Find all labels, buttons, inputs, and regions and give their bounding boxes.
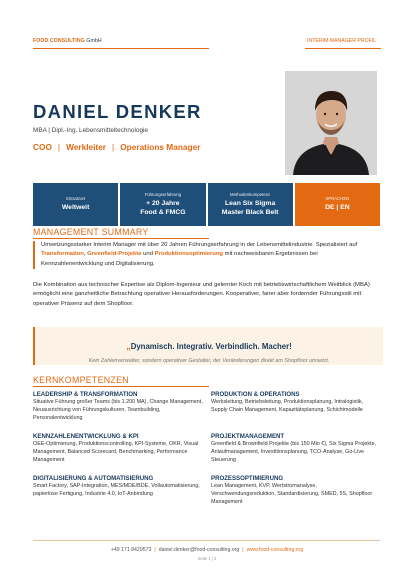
- role-2: Werkleiter: [66, 142, 107, 152]
- document-type-label: INTERIM MANAGER PROFIL: [307, 38, 377, 44]
- stat-value: Lean Six Sigma Master Black Belt: [221, 200, 279, 216]
- role-3: Operations Manager: [120, 142, 201, 152]
- competency-kpi: [33, 433, 203, 465]
- stat-label: Einsatzort: [66, 196, 86, 202]
- summary-divider: [33, 238, 209, 239]
- stat-value: + 20 Jahre Food & FMCG: [140, 200, 186, 216]
- competency-process: [211, 475, 381, 507]
- competency-text: Smart Factory, SAP-Integration, MES/MDE/BDE, Vollautomatisierung, papierlose Fertigung, Industrie 4.0, IoT-Anbindung: [33, 483, 200, 498]
- summary-highlight-paragraph: Umsetzungsstarker Interim Manager mit über 20 Jahren Führungserfahrung in der Lebensmittelindustrie. Spezialisiert auf Transformation, Greenfield-Projekte und Produktionsoptimierung mit nachweisbaren Ergebnissen bei Kennzahlenentwicklung und Digitalisierung.: [33, 241, 380, 269]
- competency-title: LEADERSHIP & TRANSFORMATION: [33, 391, 138, 398]
- stat-label: SPRACHEN: [325, 196, 350, 202]
- competency-title: PROZESSOPTIMIERUNG: [211, 475, 284, 482]
- quote-box: [33, 327, 383, 365]
- stats-bar: [33, 183, 380, 226]
- competency-title: PRODUKTION & OPERATIONS: [211, 391, 300, 398]
- role-1: COO: [33, 142, 52, 152]
- quote-subtext: Kein Zahlenverwalter, sondern operativer Gestalter, der Veränderungen direkt am Shopfloor umsetzt.: [88, 358, 330, 364]
- competency-text: Werksleitung, Betriebsleitung, Produktionsplanung, Intralogistik, Supply Chain Management, Kapazitätsplanung, Schichtmodelle: [211, 399, 364, 414]
- competency-projects: [211, 433, 381, 465]
- competencies-title: KERNKOMPETENZEN: [33, 375, 129, 385]
- competencies-divider: [33, 386, 209, 387]
- page-number: Seite 1 | 3: [197, 556, 217, 561]
- stat-experience: [120, 183, 205, 226]
- competency-title: PROJEKTMANAGEMENT: [211, 433, 285, 440]
- stat-location: [33, 183, 118, 226]
- quote-text: Dynamisch. Integrativ. Verbindlich. Macher!: [130, 342, 292, 351]
- competency-digitalization: [33, 475, 203, 498]
- footer-divider: [33, 540, 380, 541]
- footer-separator: |: [242, 547, 244, 553]
- stat-label: Methodenkompetenz: [230, 192, 271, 197]
- stat-value: DE | EN: [325, 204, 350, 212]
- competency-text: Lean Management, KVP, Wertstromanalyse, Verschwendungsreduktion, Standardisierung, SMED, 5S, Shopfloor Management: [211, 483, 373, 506]
- footer-contact: [0, 547, 414, 553]
- stat-label: Führungserfahrung: [144, 192, 182, 197]
- degree-line: MBA | Dipl.-Ing. Lebensmitteltechnologie: [33, 127, 148, 134]
- competency-text: OEE-Optimierung, Produktionscontrolling, KPI-Systeme, OKR, Visual Management, Balanced Scorecard, Benchmarking, Performance Management: [33, 441, 199, 464]
- header-divider-right: [305, 48, 381, 49]
- person-name: DANIEL DENKER: [33, 101, 202, 122]
- competency-title: KENNZAHLENENTWICKLUNG & KPI: [33, 433, 139, 440]
- stat-value: Weltweit: [61, 204, 90, 212]
- competency-leadership: [33, 391, 203, 423]
- stat-languages: [295, 183, 380, 226]
- footer-phone[interactable]: +49 171 8429573: [110, 547, 152, 553]
- competency-text: Situative Führung großer Teams (bis 1.200 MA), Change Management, Neuausrichtung von Führungskulturen, Teambuilding, Personalentwicklung: [33, 399, 203, 422]
- competency-text: Greenfield & Brownfield Projekte (bis 150 Mio €), Six Sigma Projekte, Anlaufmanagement, Investitionsplanung, TCO-Analyse, Go-Live Steuerung: [211, 441, 377, 464]
- competency-production: [211, 391, 381, 414]
- footer-separator: |: [154, 547, 156, 553]
- profile-photo: [285, 71, 377, 175]
- header-divider: [33, 48, 209, 49]
- footer-email[interactable]: daniel.denker@food-consulting.org: [158, 547, 240, 553]
- footer-website-link[interactable]: www.food-consulting.org: [246, 547, 304, 553]
- stat-methods: [208, 183, 293, 226]
- competency-title: DIGITALISIERUNG & AUTOMATISIERUNG: [33, 475, 154, 482]
- role-separator: |: [112, 142, 115, 152]
- summary-title: MANAGEMENT SUMMARY: [33, 227, 149, 237]
- role-separator: |: [57, 142, 61, 152]
- summary-paragraph: Die Kombination aus technischer Expertise als Diplom-Ingenieur und gelernter Koch mit betriebswirtschaftlichem Weitblick (MBA) ermöglicht eine ganzheitliche Betrachtung operativer Herausforderungen. Kooperativer, fairer aber fordernder Führungsstil mit operativer Präsenz auf dem Shopfloor.: [33, 282, 370, 307]
- company-name: FOOD CONSULTING GmbH: [33, 38, 102, 44]
- roles-line: [33, 142, 200, 152]
- quote-mark: „: [126, 341, 131, 351]
